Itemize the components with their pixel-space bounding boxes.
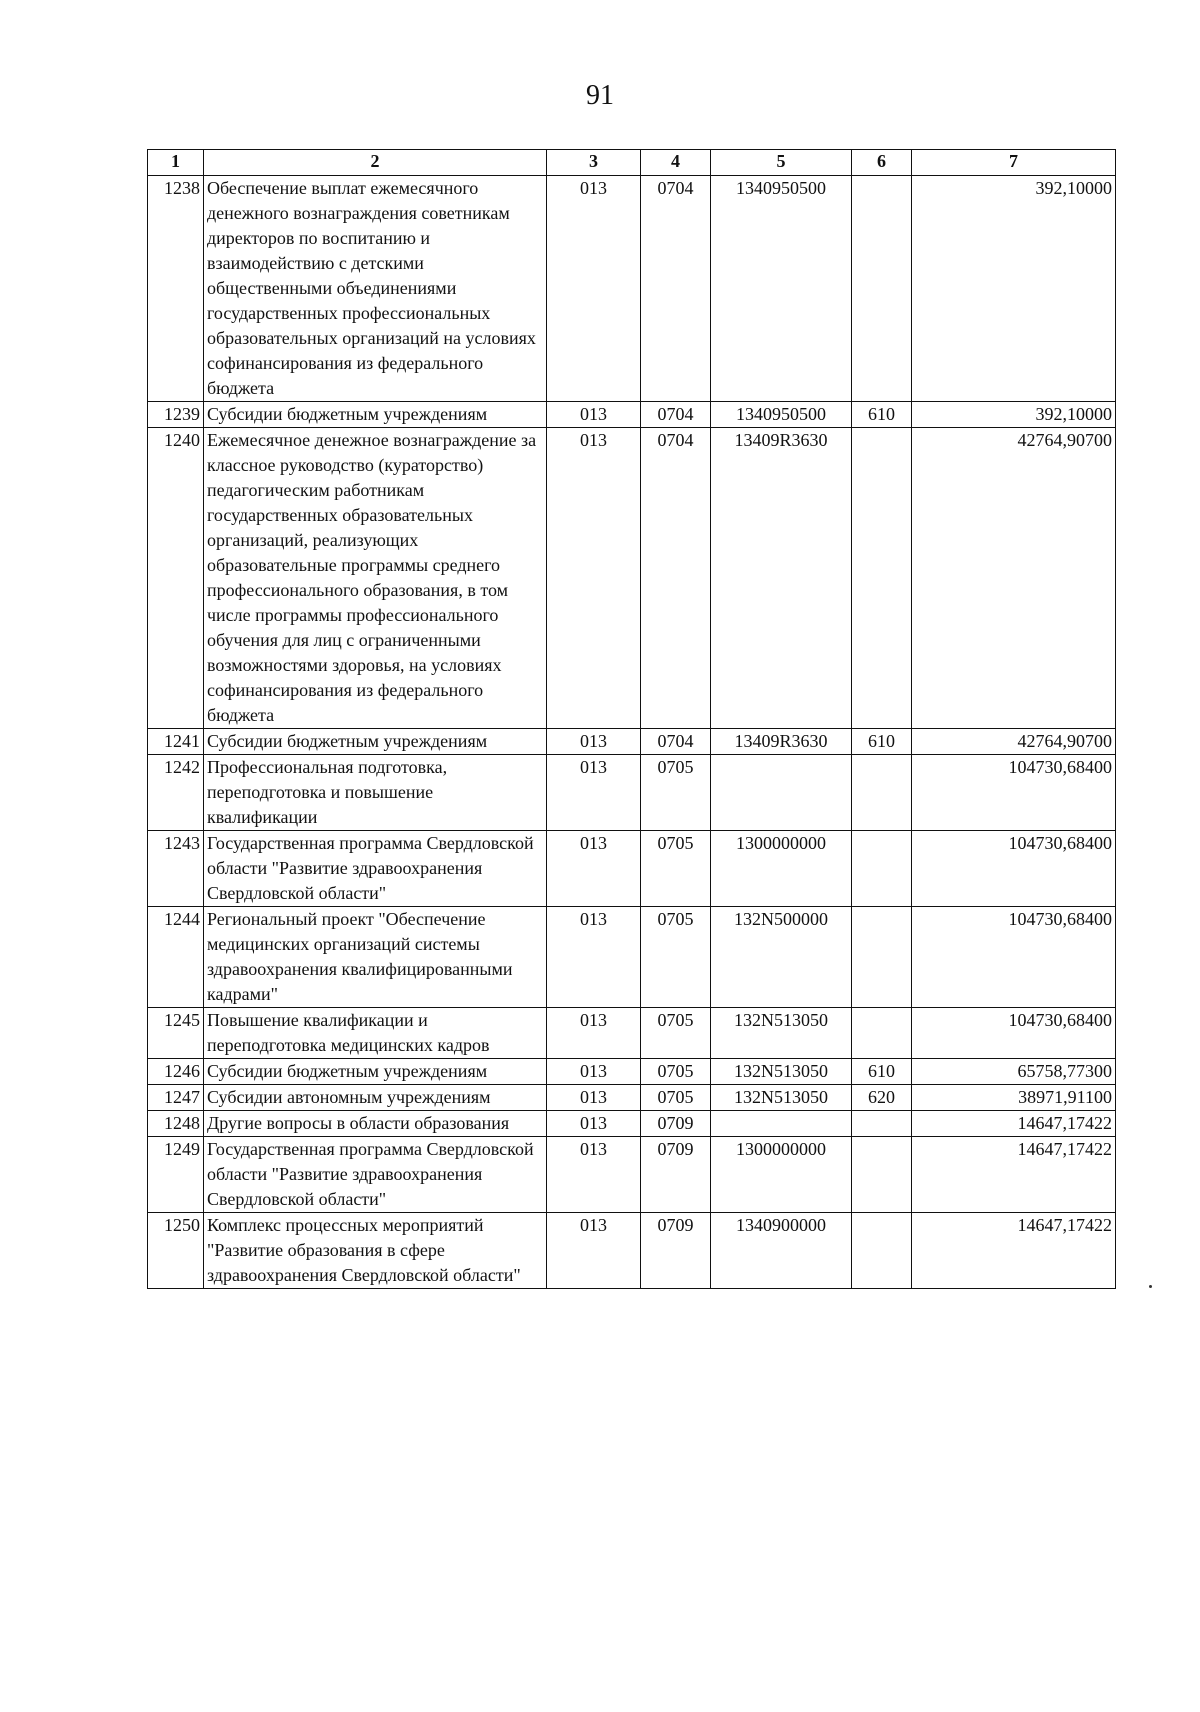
row-target-article: 1340950500 [711, 402, 852, 428]
row-name: Субсидии бюджетным учреждениям [204, 729, 547, 755]
row-section-code: 0705 [641, 907, 711, 1008]
table-row [148, 1213, 1116, 1289]
row-grbs-code: 013 [547, 1137, 641, 1213]
row-grbs-code: 013 [547, 907, 641, 1008]
row-grbs-code: 013 [547, 831, 641, 907]
row-expense-type [852, 1111, 912, 1137]
budget-table [147, 149, 1116, 1289]
row-section-code: 0704 [641, 729, 711, 755]
header-col-1: 1 [148, 150, 204, 176]
row-name: Обеспечение выплат ежемесячного денежного вознаграждения советникам директоров по воспитанию и взаимодействию с детскими общественными объединениями государственных профессиональных образовательных организаций на условиях софинансирования из федерального бюджета [204, 176, 547, 402]
header-row [148, 150, 1116, 176]
row-amount: 104730,68400 [912, 907, 1116, 1008]
row-target-article: 132N513050 [711, 1085, 852, 1111]
row-section-code: 0705 [641, 831, 711, 907]
row-grbs-code: 013 [547, 729, 641, 755]
row-number: 1250 [148, 1213, 204, 1289]
row-number: 1239 [148, 402, 204, 428]
row-expense-type [852, 1213, 912, 1289]
table-body [148, 176, 1116, 1289]
row-section-code: 0705 [641, 1008, 711, 1059]
header-col-7: 7 [912, 150, 1116, 176]
row-number: 1244 [148, 907, 204, 1008]
header-col-6: 6 [852, 150, 912, 176]
row-grbs-code: 013 [547, 1213, 641, 1289]
row-amount: 65758,77300 [912, 1059, 1116, 1085]
table-row [148, 729, 1116, 755]
row-name: Другие вопросы в области образования [204, 1111, 547, 1137]
row-name: Повышение квалификации и переподготовка медицинских кадров [204, 1008, 547, 1059]
table-row [148, 1111, 1116, 1137]
row-expense-type [852, 755, 912, 831]
row-section-code: 0705 [641, 755, 711, 831]
row-section-code: 0709 [641, 1111, 711, 1137]
row-expense-type: 610 [852, 1059, 912, 1085]
row-number: 1249 [148, 1137, 204, 1213]
row-number: 1245 [148, 1008, 204, 1059]
header-col-5: 5 [711, 150, 852, 176]
row-section-code: 0705 [641, 1059, 711, 1085]
row-expense-type [852, 1137, 912, 1213]
table-row [148, 755, 1116, 831]
row-section-code: 0704 [641, 428, 711, 729]
row-name: Субсидии бюджетным учреждениям [204, 1059, 547, 1085]
row-grbs-code: 013 [547, 755, 641, 831]
row-section-code: 0704 [641, 176, 711, 402]
table-row [148, 402, 1116, 428]
row-amount: 104730,68400 [912, 831, 1116, 907]
row-expense-type [852, 831, 912, 907]
row-amount: 392,10000 [912, 402, 1116, 428]
row-target-article: 1340950500 [711, 176, 852, 402]
header-col-2: 2 [204, 150, 547, 176]
table-row [148, 831, 1116, 907]
row-number: 1243 [148, 831, 204, 907]
row-amount: 392,10000 [912, 176, 1116, 402]
row-target-article: 1300000000 [711, 831, 852, 907]
row-target-article: 1340900000 [711, 1213, 852, 1289]
table-row [148, 176, 1116, 402]
row-section-code: 0709 [641, 1137, 711, 1213]
row-name: Региональный проект "Обеспечение медицинских организаций системы здравоохранения квалифицированными кадрами" [204, 907, 547, 1008]
table-row [148, 907, 1116, 1008]
page-number: 91 [586, 80, 614, 111]
row-name: Государственная программа Свердловской области "Развитие здравоохранения Свердловской области" [204, 1137, 547, 1213]
row-grbs-code: 013 [547, 1059, 641, 1085]
row-expense-type: 610 [852, 402, 912, 428]
row-grbs-code: 013 [547, 1111, 641, 1137]
row-target-article: 13409R3630 [711, 428, 852, 729]
row-target-article [711, 1111, 852, 1137]
row-expense-type [852, 176, 912, 402]
row-expense-type [852, 428, 912, 729]
row-amount: 42764,90700 [912, 428, 1116, 729]
row-amount: 14647,17422 [912, 1137, 1116, 1213]
row-target-article: 132N500000 [711, 907, 852, 1008]
row-number: 1247 [148, 1085, 204, 1111]
table-row [148, 1059, 1116, 1085]
row-amount: 104730,68400 [912, 1008, 1116, 1059]
table-row [148, 1008, 1116, 1059]
row-expense-type [852, 1008, 912, 1059]
row-grbs-code: 013 [547, 1008, 641, 1059]
row-name: Ежемесячное денежное вознаграждение за классное руководство (кураторство) педагогическим работникам государственных образовательных организаций, реализующих образовательные программы среднего профессионального образования, в том числе программы профессионального обучения для лиц с ограниченными возможностями здоровья, на условиях софинансирования из федерального бюджета [204, 428, 547, 729]
row-target-article: 1300000000 [711, 1137, 852, 1213]
row-number: 1241 [148, 729, 204, 755]
row-name: Субсидии автономным учреждениям [204, 1085, 547, 1111]
row-grbs-code: 013 [547, 428, 641, 729]
row-number: 1246 [148, 1059, 204, 1085]
header-col-4: 4 [641, 150, 711, 176]
row-expense-type [852, 907, 912, 1008]
row-expense-type: 610 [852, 729, 912, 755]
scan-speck [1149, 1285, 1152, 1288]
row-grbs-code: 013 [547, 1085, 641, 1111]
row-amount: 14647,17422 [912, 1213, 1116, 1289]
row-name: Субсидии бюджетным учреждениям [204, 402, 547, 428]
row-number: 1248 [148, 1111, 204, 1137]
row-name: Комплекс процессных мероприятий "Развитие образования в сфере здравоохранения Свердловской области" [204, 1213, 547, 1289]
row-target-article: 132N513050 [711, 1008, 852, 1059]
row-name: Профессиональная подготовка, переподготовка и повышение квалификации [204, 755, 547, 831]
table-row [148, 428, 1116, 729]
table-row [148, 1085, 1116, 1111]
row-section-code: 0709 [641, 1213, 711, 1289]
row-section-code: 0705 [641, 1085, 711, 1111]
row-expense-type: 620 [852, 1085, 912, 1111]
row-number: 1240 [148, 428, 204, 729]
row-target-article [711, 755, 852, 831]
table-row [148, 1137, 1116, 1213]
row-grbs-code: 013 [547, 402, 641, 428]
header-col-3: 3 [547, 150, 641, 176]
row-number: 1238 [148, 176, 204, 402]
row-amount: 104730,68400 [912, 755, 1116, 831]
row-number: 1242 [148, 755, 204, 831]
row-section-code: 0704 [641, 402, 711, 428]
row-grbs-code: 013 [547, 176, 641, 402]
row-amount: 14647,17422 [912, 1111, 1116, 1137]
row-target-article: 13409R3630 [711, 729, 852, 755]
row-target-article: 132N513050 [711, 1059, 852, 1085]
row-name: Государственная программа Свердловской области "Развитие здравоохранения Свердловской области" [204, 831, 547, 907]
row-amount: 38971,91100 [912, 1085, 1116, 1111]
row-amount: 42764,90700 [912, 729, 1116, 755]
